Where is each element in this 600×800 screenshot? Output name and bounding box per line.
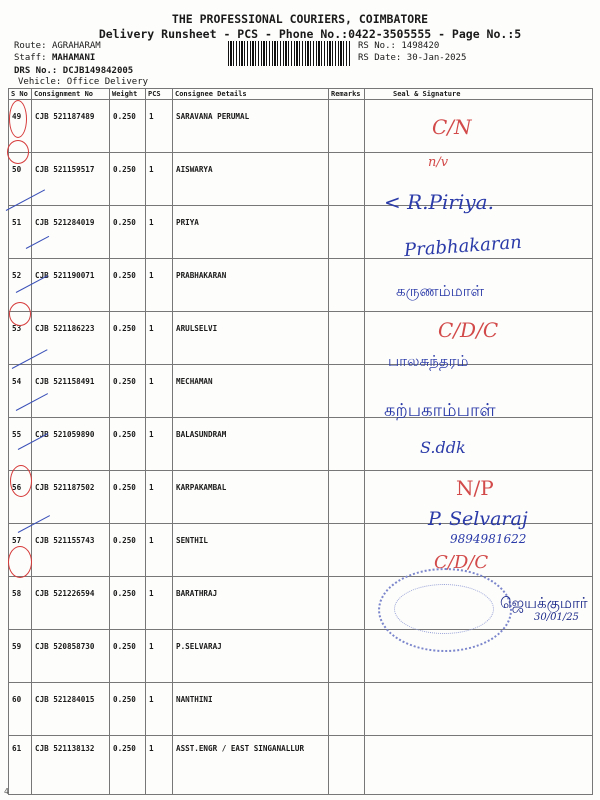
table-row [9, 365, 593, 418]
cell-pcs: 1 [146, 736, 173, 795]
cell-pcs: 1 [146, 365, 173, 418]
handwritten-remark-60: C/D/C [434, 552, 489, 573]
cell-signature [365, 365, 593, 418]
cell-weight: 0.250 [110, 206, 146, 259]
cell-sno: 52 [9, 259, 32, 312]
cell-consignee: BALASUNDRAM [173, 418, 329, 471]
cell-remarks [329, 418, 365, 471]
cell-consignee: SARAVANA PERUMAL [173, 100, 329, 153]
table-row [9, 153, 593, 206]
cell-signature [365, 736, 593, 795]
cell-remarks [329, 524, 365, 577]
signature-59-phone: 9894981622 [450, 532, 527, 546]
cell-weight: 0.250 [110, 736, 146, 795]
table-header-row [9, 89, 593, 100]
cell-consignee: PRIYA [173, 206, 329, 259]
cell-consignment: CJB 521226594 [32, 577, 110, 630]
cell-pcs: 1 [146, 206, 173, 259]
signature-51: < R.Piriya. [384, 190, 494, 214]
cell-weight: 0.250 [110, 524, 146, 577]
cell-signature [365, 312, 593, 365]
runsheet-subtitle: Delivery Runsheet - PCS - Phone No.:0422-3505555 - Page No.:5 [98, 27, 522, 41]
table-row [9, 683, 593, 736]
cell-sno: 54 [9, 365, 32, 418]
table-row [9, 312, 593, 365]
cell-remarks [329, 100, 365, 153]
cell-consignee: MECHAMAN [173, 365, 329, 418]
col-header-sno: S No [9, 89, 32, 100]
table-row [9, 100, 593, 153]
cell-weight: 0.250 [110, 683, 146, 736]
col-header-signature: Seal & Signature [365, 89, 593, 100]
cell-pcs: 1 [146, 418, 173, 471]
cell-signature [365, 206, 593, 262]
cell-sno: 55 [9, 418, 32, 471]
cell-signature [365, 471, 593, 524]
cell-consignment: CJB 521284015 [32, 683, 110, 736]
cell-sno: 58 [9, 577, 32, 630]
rs-number-value: 1498420 [401, 41, 440, 51]
cell-weight: 0.250 [110, 418, 146, 471]
cell-remarks [329, 206, 365, 259]
company-title: THE PROFESSIONAL COURIERS, COIMBATORE [171, 12, 429, 26]
signature-61-date: 30/01/25 [534, 612, 579, 623]
cell-weight: 0.250 [110, 630, 146, 683]
table-row [9, 524, 593, 577]
cell-pcs: 1 [146, 524, 173, 577]
cell-remarks [329, 365, 365, 418]
cell-pcs: 1 [146, 312, 173, 365]
cell-weight: 0.250 [110, 365, 146, 418]
cell-sno: 51 [9, 206, 32, 259]
vehicle-value: Office Delivery [66, 77, 149, 87]
cell-consignment: CJB 521158491 [32, 365, 110, 418]
cell-remarks [329, 683, 365, 736]
cell-consignee: ASST.ENGR / EAST SINGANALLUR [173, 736, 329, 795]
cell-sno: 57 [9, 524, 32, 577]
col-header-weight: Weight [110, 89, 146, 100]
cell-consignment: CJB 521186223 [32, 312, 110, 365]
cell-signature [365, 259, 593, 312]
cell-consignee: P.SELVARAJ [173, 630, 329, 683]
drs-value: DCJB149842005 [62, 66, 134, 76]
cell-sno: 60 [9, 683, 32, 736]
table-row [9, 259, 593, 312]
runsheet-table [8, 88, 593, 795]
col-header-pcs: PCS [146, 89, 173, 100]
cell-pcs: 1 [146, 577, 173, 630]
cell-remarks [329, 736, 365, 795]
cell-consignment: CJB 521190071 [32, 259, 110, 312]
rs-date-line: RS Date: 30-Jan-2025 [358, 53, 467, 63]
route-value: AGRAHARAM [51, 41, 101, 51]
cell-sno: 56 [9, 471, 32, 524]
table-row [9, 630, 593, 683]
col-header-consignee: Consignee Details [173, 89, 329, 100]
cell-pcs: 1 [146, 259, 173, 312]
col-header-remarks: Remarks [329, 89, 365, 100]
signature-55: பாலசுந்தரம் [388, 352, 469, 370]
cell-weight: 0.250 [110, 153, 146, 206]
table-row [9, 471, 593, 524]
cell-pcs: 1 [146, 471, 173, 524]
cell-remarks [329, 630, 365, 683]
barcode [228, 41, 350, 66]
cell-consignment: CJB 521187489 [32, 100, 110, 153]
cell-signature [365, 683, 593, 736]
table-row [9, 206, 593, 259]
cell-consignee: PRABHAKARAN [173, 259, 329, 312]
cell-weight: 0.250 [110, 577, 146, 630]
table-row [9, 418, 593, 471]
cell-consignment: CJB 521187502 [32, 471, 110, 524]
cell-sno: 53 [9, 312, 32, 365]
cell-remarks [329, 259, 365, 312]
route-line: Route: AGRAHARAM [14, 41, 101, 51]
handwritten-remark-58: N/P [456, 476, 494, 500]
cell-remarks [329, 153, 365, 206]
handwritten-remark-54: C/D/C [438, 318, 499, 342]
cell-consignment: CJB 521138132 [32, 736, 110, 795]
handwritten-remark-50: n/v [428, 155, 449, 170]
handwritten-remark-49: C/N [432, 115, 472, 139]
cell-consignment: CJB 521284019 [32, 206, 110, 259]
staff-line: Staff: MAHAMANI [14, 53, 96, 63]
rs-number-line: RS No.: 1498420 [358, 41, 440, 51]
cell-consignee: AISWARYA [173, 153, 329, 206]
office-seal-inner-ring [394, 584, 494, 634]
table-row [9, 736, 593, 795]
cell-signature [365, 524, 593, 577]
cell-weight: 0.250 [110, 312, 146, 365]
signature-53: கருணம்மாள் [396, 282, 485, 300]
cell-sno: 59 [9, 630, 32, 683]
cell-sno: 50 [9, 153, 32, 206]
signature-56: கற்பகாம்பாள் [384, 400, 496, 421]
cell-consignee: BARATHRAJ [173, 577, 329, 630]
rs-date-value: 30-Jan-2025 [406, 53, 467, 63]
vehicle-line: Vehicle: Office Delivery [18, 77, 149, 87]
cell-pcs: 1 [146, 683, 173, 736]
cell-consignment: CJB 521155743 [32, 524, 110, 577]
cell-consignee: KARPAKAMBAL [173, 471, 329, 524]
cell-weight: 0.250 [110, 471, 146, 524]
cell-consignee: ARULSELVI [173, 312, 329, 365]
cell-consignment: CJB 520858730 [32, 630, 110, 683]
cell-sno: 49 [9, 100, 32, 153]
cell-consignee: SENTHIL [173, 524, 329, 577]
cell-signature [365, 418, 593, 471]
cell-pcs: 1 [146, 153, 173, 206]
cell-sno: 61 [9, 736, 32, 795]
cell-consignment: CJB 521159517 [32, 153, 110, 206]
cell-weight: 0.250 [110, 259, 146, 312]
signature-59: P. Selvaraj [428, 508, 528, 530]
signature-52: Prabhakaran [403, 231, 523, 262]
cell-remarks [329, 471, 365, 524]
cell-consignment: CJB 521059890 [32, 418, 110, 471]
signature-61: ஜெயக்குமார் [500, 594, 588, 612]
drs-line: DRS No.: DCJB149842005 [14, 66, 134, 76]
cell-pcs: 1 [146, 100, 173, 153]
col-header-consignment: Consignment No [32, 89, 110, 100]
staff-value: MAHAMANI [51, 53, 96, 63]
cell-signature [365, 100, 593, 153]
corner-mark: 4 [4, 787, 9, 796]
cell-remarks [329, 312, 365, 365]
cell-remarks [329, 577, 365, 630]
cell-signature [365, 153, 593, 206]
cell-consignee: NANTHINI [173, 683, 329, 736]
cell-pcs: 1 [146, 630, 173, 683]
signature-57: S.ddk [420, 438, 466, 457]
cell-weight: 0.250 [110, 100, 146, 153]
